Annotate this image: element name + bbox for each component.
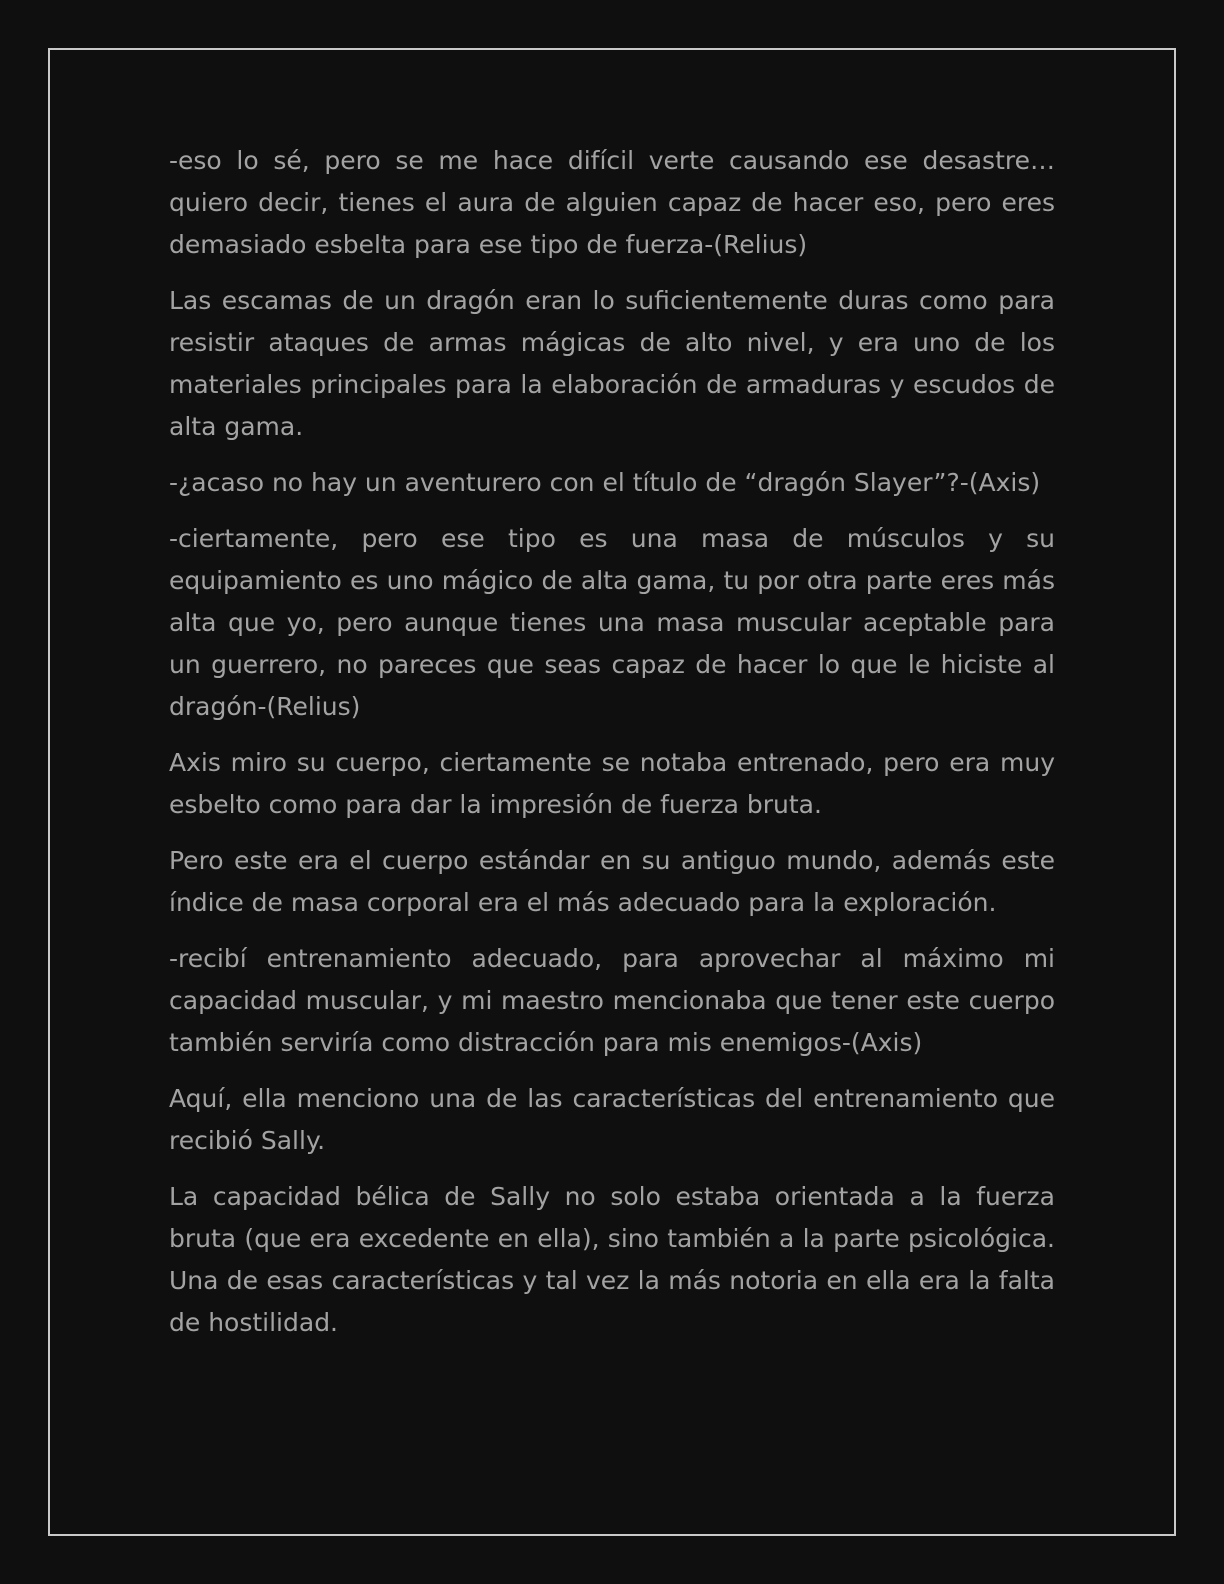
paragraph-relius-dialogue-1: -eso lo sé, pero se me hace difícil verte causando ese desastre… quiero decir, tienes el aura de alguien capaz de hacer eso, pero eres demasiado esbelta para ese tipo de fuerza-(Relius) <box>169 146 1055 259</box>
paragraph-sally-capacity: La capacidad bélica de Sally no solo estaba orientada a la fuerza bruta (que era excedente en ella), sino también a la parte psicológica. Una de esas características y tal vez la más notoria en ella era la falta de hostilidad. <box>169 1182 1055 1337</box>
paragraph-axis-body: Axis miro su cuerpo, ciertamente se notaba entrenado, pero era muy esbelto como para dar la impresión de fuerza bruta. <box>169 748 1055 819</box>
paragraph-relius-dialogue-2: -ciertamente, pero ese tipo es una masa de músculos y su equipamiento es uno mágico de alta gama, tu por otra parte eres más alta que yo, pero aunque tienes una masa muscular aceptable para un guerrero, no pareces que seas capaz de hacer lo que le hiciste al dragón-(Relius) <box>169 524 1055 721</box>
paragraph-axis-dialogue-2: -recibí entrenamiento adecuado, para aprovechar al máximo mi capacidad muscular, y mi maestro mencionaba que tener este cuerpo también serviría como distracción para mis enemigos-(Axis) <box>169 944 1055 1057</box>
text-column <box>169 140 1055 1358</box>
paragraph-training-note: Aquí, ella menciono una de las características del entrenamiento que recibió Sally. <box>169 1084 1055 1155</box>
paragraph-axis-dialogue-1: -¿acaso no hay un aventurero con el título de “dragón Slayer”?-(Axis) <box>169 468 1041 497</box>
paragraph-standard-body: Pero este era el cuerpo estándar en su antiguo mundo, además este índice de masa corporal era el más adecuado para la exploración. <box>169 846 1055 917</box>
paragraph-dragon-scales: Las escamas de un dragón eran lo suficientemente duras como para resistir ataques de armas mágicas de alto nivel, y era uno de los materiales principales para la elaboración de armaduras y escudos de alta gama. <box>169 286 1055 441</box>
